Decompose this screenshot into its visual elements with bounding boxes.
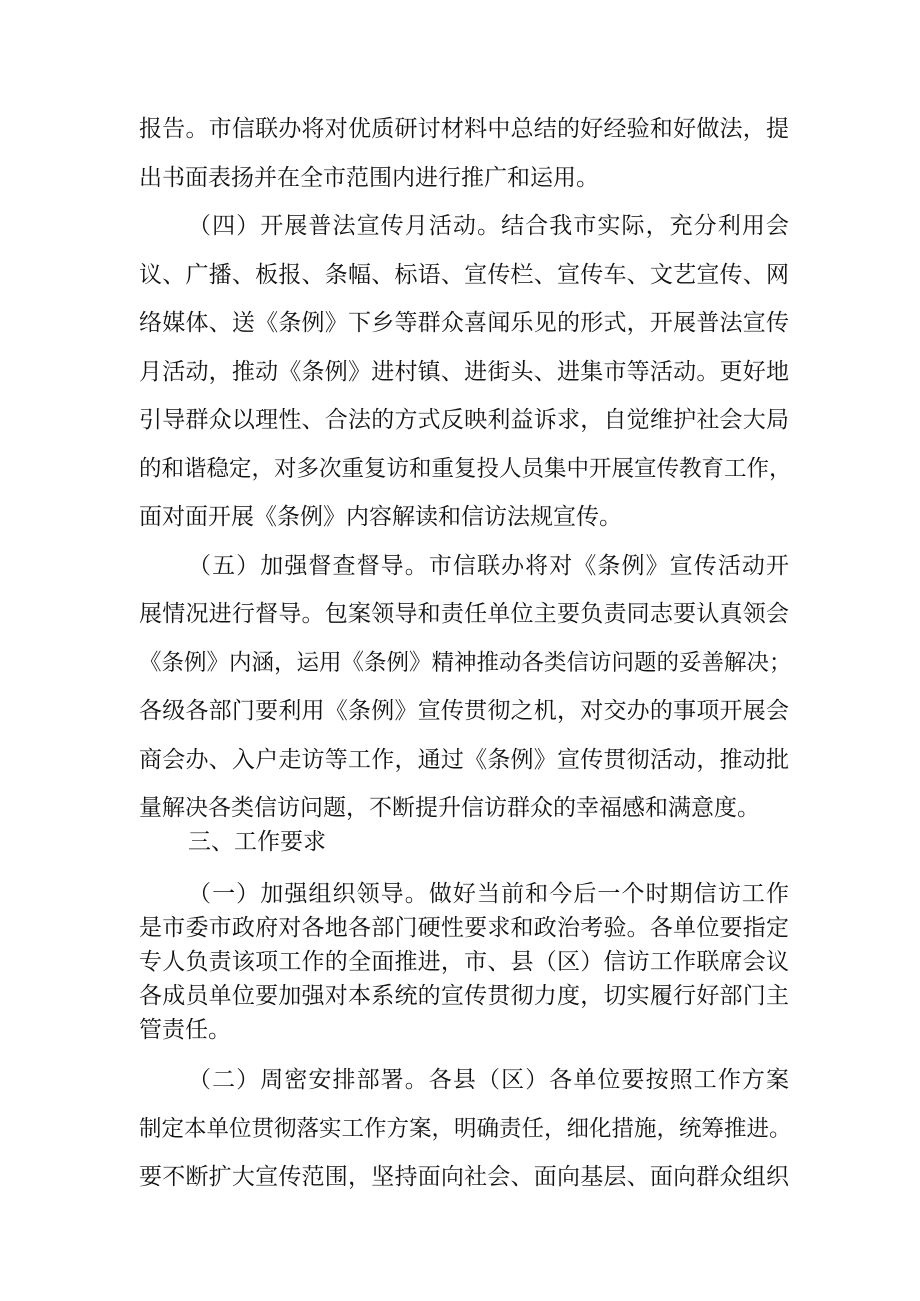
paragraph-line: 量解决各类信访问题，不断提升信访群众的幸福感和满意度。	[139, 795, 760, 821]
paragraph-line: 出书面表扬并在全市范围内进行推广和运用。	[139, 165, 599, 191]
paragraph-line: 制定本单位贯彻落实工作方案，明确责任，细化措施，统筹推进。	[139, 1116, 792, 1142]
paragraph-line: 专人负责该项工作的全面推进，市、县（区）信访工作联席会议	[139, 949, 789, 975]
paragraph-line: 络媒体、送《条例》下乡等群众喜闻乐见的形式，开展普法宣传	[139, 310, 789, 336]
paragraph-line: 要不断扩大宣传范围，坚持面向社会、面向基层、面向群众组织	[139, 1164, 789, 1190]
paragraph-line: （四）开展普法宣传月活动。结合我市实际，充分利用会	[188, 213, 789, 239]
paragraph-line: 报告。市信联办将对优质研讨材料中总结的好经验和好做法，提	[139, 116, 789, 142]
paragraph-line: 面对面开展《条例》内容解读和信访法规宣传。	[139, 504, 622, 530]
paragraph-line: 月活动，推动《条例》进村镇、进街头、进集市等活动。更好地	[139, 359, 789, 385]
paragraph-line: 《条例》内涵，运用《条例》精神推动各类信访问题的妥善解决；	[139, 650, 792, 676]
paragraph-line: 各成员单位要加强对本系统的宣传贯彻力度，切实履行好部门主	[139, 983, 789, 1009]
paragraph-line: 是市委市政府对各地各部门硬性要求和政治考验。各单位要指定	[139, 915, 789, 941]
paragraph-line: 的和谐稳定，对多次重复访和重复投人员集中开展宣传教育工作，	[139, 456, 792, 482]
paragraph-line: 各级各部门要利用《条例》宣传贯彻之机，对交办的事项开展会	[139, 698, 789, 724]
paragraph-line: 管责任。	[139, 1017, 231, 1043]
paragraph-line: 展情况进行督导。包案领导和责任单位主要负责同志要认真领会	[139, 601, 789, 627]
paragraph-line: 商会办、入户走访等工作，通过《条例》宣传贯彻活动，推动批	[139, 747, 789, 773]
paragraph-line: 议、广播、板报、条幅、标语、宣传栏、宣传车、文艺宣传、网	[139, 262, 789, 288]
paragraph-line: （一）加强组织领导。做好当前和今后一个时期信访工作	[188, 881, 789, 907]
paragraph-line: 引导群众以理性、合法的方式反映利益诉求，自觉维护社会大局	[139, 407, 789, 433]
section-heading: 三、工作要求	[188, 829, 326, 855]
paragraph-line: （二）周密安排部署。各县（区）各单位要按照工作方案	[188, 1067, 789, 1093]
paragraph-line: （五）加强督查督导。市信联办将对《条例》宣传活动开	[188, 553, 789, 579]
